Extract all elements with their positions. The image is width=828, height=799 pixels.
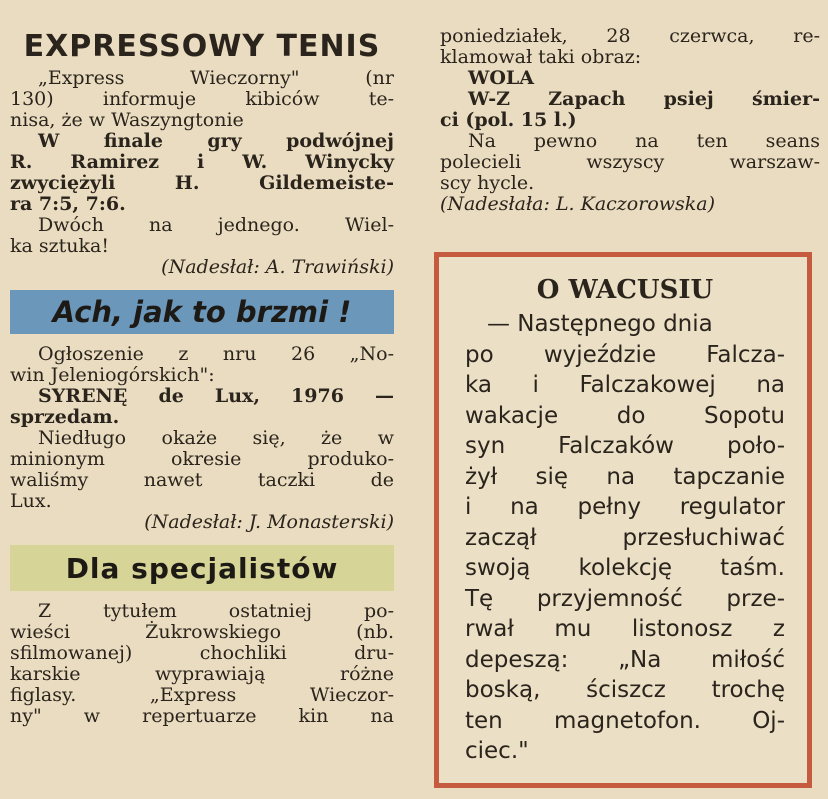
comment-line: scy hycle.: [440, 172, 535, 194]
comment-line: ka sztuka!: [10, 235, 109, 257]
right-column: [440, 26, 820, 215]
text-line: „Express Wieczorny" (nr: [38, 67, 394, 89]
text-line: Tę przyjemność prze-: [465, 585, 785, 612]
comment-line: polecieli wszyscy warszaw-: [440, 151, 820, 173]
text-line: ka i Falczakowej na: [465, 372, 785, 398]
text-line: karskie wyprawiają różne: [10, 663, 394, 685]
text-line: depeszą: „Na miłość: [465, 646, 785, 673]
comment-line: Na pewno na ten seans: [468, 130, 820, 152]
comment-line: Dwóch na jednego. Wiel-: [38, 214, 394, 236]
quote-line: WOLA: [468, 67, 534, 89]
text-line: nisa, że w Waszyngtonie: [10, 109, 244, 131]
text-line: Z tytułem ostatniej po-: [38, 600, 394, 622]
boxed-article-content: [465, 275, 785, 767]
text-line: boską, ściszcz trochę: [465, 677, 785, 703]
boxed-article-o-wacusiu: [434, 252, 812, 788]
text-line: klamował taki obraz:: [440, 46, 642, 68]
article-body-specjalisci: [10, 601, 394, 727]
quote-line: ra 7:5, 7:6.: [10, 193, 126, 215]
banner-dla-specjalistow: Dla specjalistów: [10, 545, 394, 591]
banner-ach-jak-to-brzmi: Ach, jak to brzmi !: [10, 290, 394, 334]
text-line: — Następnego dnia: [487, 311, 713, 337]
text-line: 130) informuje kibiców te-: [10, 88, 394, 110]
text-line: sfilmowanej) chochliki dru-: [10, 642, 394, 664]
quote-line: sprzedam.: [10, 406, 120, 428]
comment-line: Niedługo okaże się, że w: [38, 427, 394, 449]
article-body-tenis: [10, 68, 394, 278]
text-line: win Jeleniogórskich":: [10, 364, 215, 386]
article-body-syrena: [10, 344, 394, 533]
quote-line: W-Z Zapach psiej śmier-: [468, 88, 820, 110]
text-line: wakacje do Sopotu: [465, 402, 785, 429]
quote-line: SYRENĘ de Lux, 1976 —: [38, 385, 394, 407]
text-line: rwał mu listonosz z: [465, 616, 785, 642]
signature: (Nadesłał: J. Monasterski): [144, 511, 394, 533]
comment-line: waliśmy nawet taczki de: [10, 469, 394, 491]
signature: (Nadesłał: A. Trawiński): [161, 256, 394, 278]
text-line: Ogłoszenie z nru 26 „No-: [38, 343, 394, 365]
text-line: poniedziałek, 28 czerwca, re-: [440, 25, 820, 47]
text-line: i na pełny regulator: [465, 494, 785, 520]
quote-line: ci (pol. 15 l.): [440, 109, 577, 131]
text-line: ny" w repertuarze kin na: [10, 705, 394, 727]
quote-line: R. Ramirez i W. Winycky: [10, 151, 394, 173]
comment-line: minionym okresie produko-: [10, 448, 394, 470]
text-line: figlasy. „Express Wieczor-: [10, 684, 394, 706]
text-line: ciec.": [465, 738, 529, 764]
signature: (Nadesłała: L. Kaczorowska): [440, 193, 716, 215]
text-line: swoją kolekcję taśm.: [465, 555, 785, 581]
text-line: wieści Żukrowskiego (nb.: [10, 621, 394, 643]
text-line: po wyjeździe Falcza-: [465, 341, 785, 368]
comment-line: Lux.: [10, 490, 52, 512]
quote-line: zwyciężyli H. Gildemeiste-: [10, 172, 394, 194]
text-line: ten magnetofon. Oj-: [465, 707, 785, 734]
left-column: [10, 28, 394, 727]
text-line: zaczął przesłuchiwać: [465, 524, 785, 551]
article-title-expressowy-tenis: EXPRESSOWY TENIS: [23, 29, 381, 64]
text-line: żył się na tapczanie: [465, 463, 785, 490]
text-line: syn Falczaków poło-: [465, 433, 785, 459]
quote-line: W finale gry podwójnej: [38, 130, 394, 152]
boxed-article-title: O WACUSIU: [536, 275, 714, 305]
